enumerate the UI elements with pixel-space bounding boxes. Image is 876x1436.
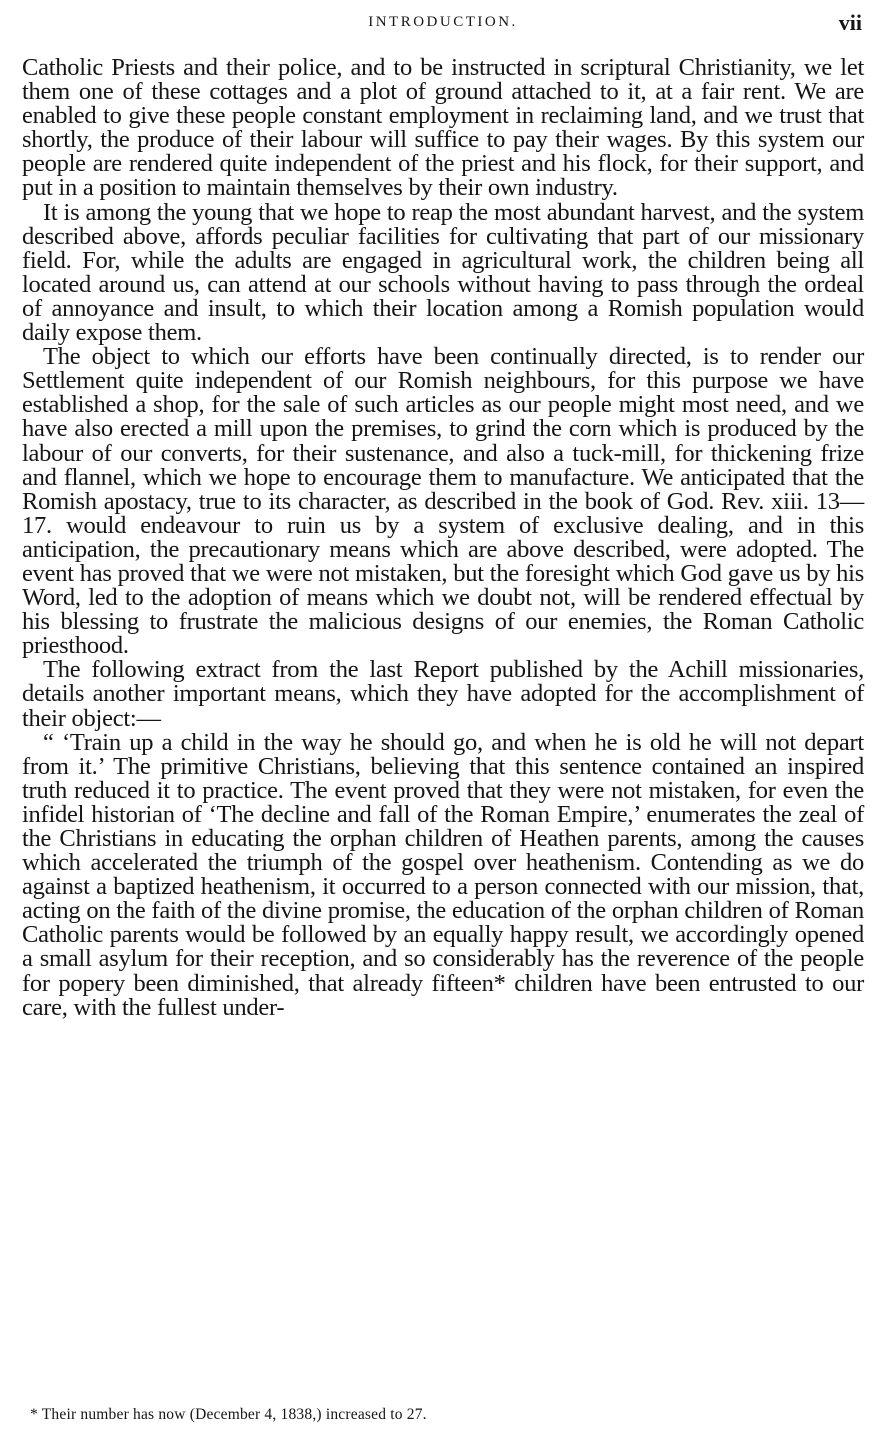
footnote: * Their number has now (December 4, 1838,) increased to 27. [30, 1406, 427, 1423]
paragraph-4: The following extract from the last Report published by the Achill missionaries, details another important means, which they have adopted for the accomplishment of their object:— [22, 656, 864, 732]
running-title: INTRODUCTION. [368, 14, 518, 30]
book-page [22, 0, 864, 1436]
paragraph-1: Catholic Priests and their police, and to be instructed in scriptural Christianity, we let them one of these cottages and a plot of ground attached to it, at a fair rent. We are enabled to give these people constant employment in reclaiming land, and we trust that shortly, the produce of their labour will suffice to pay their wages. By this system our people are rendered quite independent of the priest and his flock, for their support, and put in a position to maintain themselves by their own industry. [22, 54, 864, 202]
paragraph-2: It is among the young that we hope to reap the most abundant harvest, and the system described above, affords peculiar facilities for cultivating that part of our missionary field. For, while the adults are engaged in agricultural work, the children being all located around us, can attend at our schools without having to pass through the ordeal of annoyance and insult, to which their location among a Romish population would daily expose them. [22, 198, 864, 347]
paragraph-5: “ ‘Train up a child in the way he should go, and when he is old he will not depart from it.’ The primitive Christians, believing that this sentence contained an inspired truth reduced it to practice. The event proved that they were not mistaken, for even the infidel historian of ‘The decline and fall of the Roman Empire,’ enumerates the zeal of the Christians in educating the orphan children of Heathen parents, among the causes which accelerated the triumph of the gospel over heathenism. Contending as we do against a baptized heathenism, it occurred to a person connected with our mission, that, acting on the faith of the divine promise, the education of the orphan children of Roman Catholic parents would be followed by an equally happy result, we accordingly opened a small asylum for their reception, and so considerably has the reverence of the people for popery been diminished, that already fifteen* children have been entrusted to our care, with the fullest under- [22, 728, 864, 1021]
page-number: vii [838, 10, 862, 35]
paragraph-3: The object to which our efforts have been continually directed, is to render our Settlement quite independent of our Romish neighbours, for this purpose we have established a shop, for the sale of such articles as our people might most need, and we have also erected a mill upon the premises, to grind the corn which is produced by the labour of our converts, for their sustenance, and also a tuck-mill, for thickening frize and flannel, which we hope to encourage them to manufacture. We anticipated that the Romish apostacy, true to its character, as described in the book of God. Rev. xiii. 13—17. would endeavour to ruin us by a system of exclusive dealing, and in this anticipation, the precautionary means which are above described, were adopted. The event has proved that we were not mistaken, but the foresight which God gave us by his Word, led to the adoption of means which we doubt not, will be rendered effectual by his blessing to frustrate the malicious designs of our enemies, the Roman Catholic priesthood. [22, 343, 864, 660]
body-text [22, 56, 864, 1020]
running-header [22, 0, 864, 56]
